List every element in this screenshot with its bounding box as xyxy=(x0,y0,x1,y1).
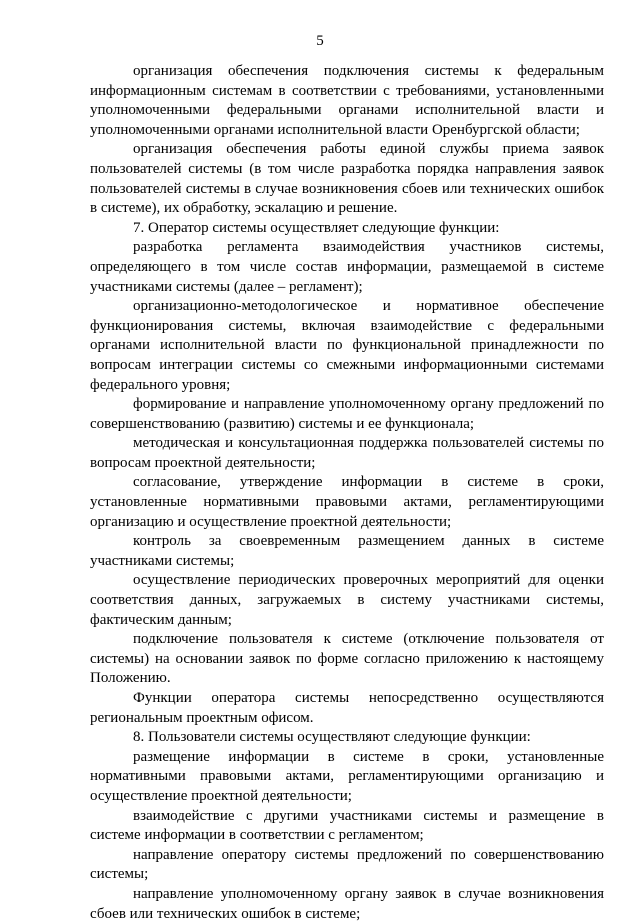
paragraph: формирование и направление уполномоченному органу предложений по совершенствованию (развитию) системы и ее функционала; xyxy=(90,396,604,432)
paragraph: 8. Пользователи системы осуществляют следующие функции: xyxy=(133,729,531,746)
paragraph: направление уполномоченному органу заявок в случае возникновения сбоев или технических ошибок в системе; xyxy=(90,885,604,922)
paragraph: направление оператору системы предложений по совершенствованию системы; xyxy=(90,846,604,883)
paragraph: методическая и консультационная поддержка пользователей системы по вопросам проектной деятельности; xyxy=(90,435,604,471)
paragraph: контроль за своевременным размещением данных в системе участниками системы; xyxy=(90,533,604,569)
paragraph: 7. Оператор системы осуществляет следующие функции: xyxy=(133,219,500,236)
paragraph: осуществление периодических проверочных мероприятий для оценки соответствия данных, загружаемых в систему участниками системы, фактическим данным; xyxy=(90,572,604,628)
paragraph: разработка регламента взаимодействия участников системы, определяющего в том числе состав информации, размещаемой в системе участниками системы (далее – регламент); xyxy=(90,239,604,295)
paragraph: подключение пользователя к системе (отключение пользователя от системы) на основании заявок по форме согласно приложению к настоящему Положению. xyxy=(90,631,604,687)
paragraph: организация обеспечения работы единой службы приема заявок пользователей системы (в том числе разработка порядка направления заявок пользователей системы в случае возникновения сбоев или технических ошибок в системе), их обработку, эскалацию и решение. xyxy=(90,141,604,217)
page-number: 5 xyxy=(316,33,324,49)
paragraph: согласование, утверждение информации в системе в сроки, установленные нормативными правовыми актами, регламентирующими организацию и осуществление проектной деятельности; xyxy=(90,474,604,530)
paragraph: организационно-методологическое и нормативное обеспечение функционирования системы, включая взаимодействие с федеральными органами исполнительной власти по функциональной принадлежности по вопросам интеграции системы со смежными информационными системами федерального уровня; xyxy=(90,298,604,393)
document-body xyxy=(90,62,604,924)
paragraph: Функции оператора системы непосредственно осуществляются региональным проектным офисом. xyxy=(90,690,604,726)
paragraph: организация обеспечения подключения системы к федеральным информационным системам в соответствии с требованиями, установленными уполномоченными федеральными органами исполнительной власти и уполномоченными органами исполнительной власти Оренбургской области; xyxy=(90,63,604,138)
paragraph: взаимодействие с другими участниками системы и размещение в системе информации в соответствии с регламентом; xyxy=(90,807,604,844)
paragraph: размещение информации в системе в сроки, установленные нормативными правовыми актами, регламентирующими организацию и осуществление проектной деятельности; xyxy=(90,748,604,804)
